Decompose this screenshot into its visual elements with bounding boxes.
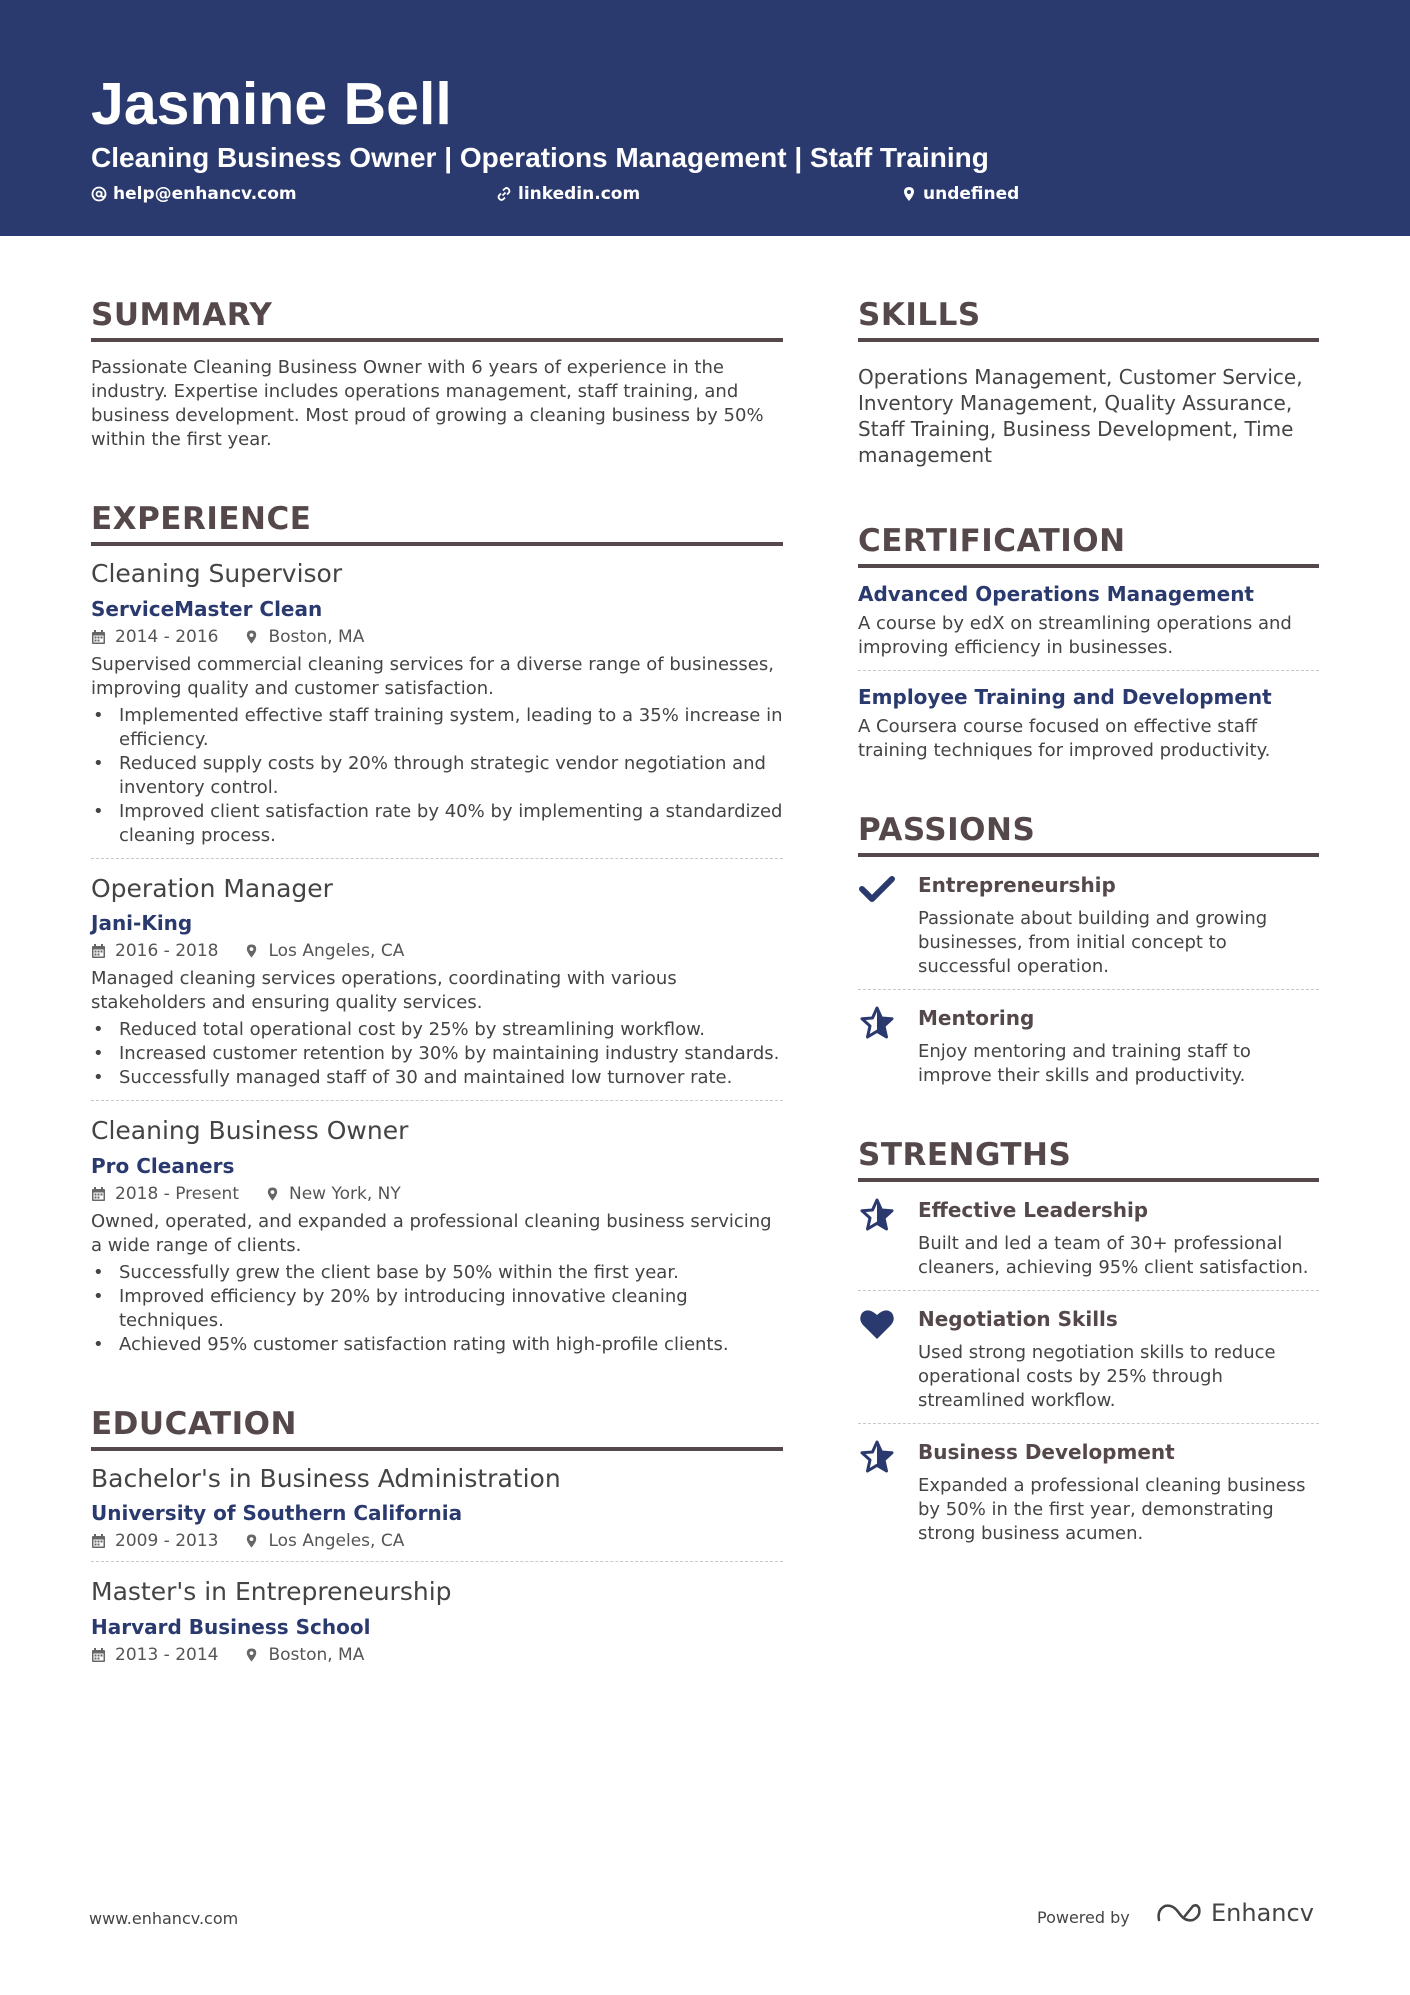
summary-title: SUMMARY — [91, 298, 783, 342]
skills-title: SKILLS — [858, 298, 1319, 342]
left-column — [91, 298, 783, 1665]
education-meta — [91, 1531, 783, 1551]
link-icon — [496, 186, 512, 202]
experience-company: Jani-King — [91, 911, 193, 936]
experience-item — [91, 558, 783, 859]
experience-item — [91, 1115, 783, 1357]
calendar-icon — [91, 943, 106, 959]
location-pin-icon — [244, 1533, 259, 1549]
certification-name: Advanced Operations Management — [858, 582, 1254, 607]
calendar-icon — [91, 1647, 106, 1663]
contact-location — [901, 184, 1019, 204]
certification-title: CERTIFICATION — [858, 524, 1319, 568]
passion-name: Mentoring — [918, 1006, 1035, 1031]
resume-header — [0, 0, 1410, 236]
experience-bullet: • Reduced supply costs by 20% through strategic vendor negotiation and inventory control. — [91, 752, 783, 800]
enhancv-logo-icon — [1155, 1898, 1205, 1928]
certification-description: A Coursera course focused on effective staff training techniques for improved productivity. — [858, 716, 1271, 762]
experience-bullet: • Improved efficiency by 20% by introducing innovative cleaning techniques. — [91, 1285, 783, 1333]
education-degree: Master's in Entrepreneurship — [91, 1577, 452, 1607]
experience-description: Managed cleaning services operations, coordinating with various stakeholders and ensuring quality services. — [91, 968, 677, 1014]
experience-dates: 2014 - 2016 — [115, 626, 219, 647]
education-degree: Bachelor's in Business Administration — [91, 1463, 561, 1493]
at-icon — [91, 186, 107, 202]
summary-text: Passionate Cleaning Business Owner with 6 years of experience in the industry. Expertise includes operations management, staff training, and business development. Most proud of growing a cleaning business by 50% within the first year. — [91, 357, 764, 451]
divider — [858, 1423, 1319, 1424]
passion-name: Entrepreneurship — [918, 873, 1116, 898]
education-location: Boston, MA — [268, 1644, 365, 1665]
experience-title: EXPERIENCE — [91, 502, 783, 546]
education-location: Los Angeles, CA — [268, 1531, 405, 1552]
star-icon — [858, 1198, 896, 1232]
candidate-headline: Cleaning Business Owner | Operations Management | Staff Training — [91, 142, 989, 173]
location-pin-icon — [901, 186, 917, 202]
divider — [858, 1290, 1319, 1291]
experience-bullet: • Successfully grew the client base by 50% within the first year. — [91, 1261, 783, 1285]
divider — [91, 1100, 783, 1101]
experience-description: Supervised commercial cleaning services for a diverse range of businesses, improving quality and customer satisfaction. — [91, 653, 774, 699]
experience-location: New York, NY — [289, 1183, 401, 1204]
divider — [91, 1561, 783, 1562]
education-school: University of Southern California — [91, 1501, 463, 1526]
passion-item — [858, 873, 1319, 979]
strength-name: Negotiation Skills — [918, 1307, 1118, 1332]
candidate-name: Jasmine Bell — [91, 71, 452, 137]
experience-bullet: • Achieved 95% customer satisfaction rating with high-profile clients. — [91, 1333, 783, 1357]
contact-linkedin-text: linkedin.com — [518, 184, 641, 204]
experience-description: Owned, operated, and expanded a professional cleaning business servicing a wide range of clients. — [91, 1210, 772, 1256]
experience-role: Operation Manager — [91, 873, 333, 903]
strengths-title: STRENGTHS — [858, 1138, 1319, 1182]
experience-role: Cleaning Business Owner — [91, 1116, 409, 1146]
strength-description: Built and led a team of 30+ professional cleaners, achieving 95% client satisfaction. — [918, 1233, 1309, 1279]
experience-location: Boston, MA — [268, 626, 365, 647]
experience-company: ServiceMaster Clean — [91, 596, 323, 621]
contact-email-text: help@enhancv.com — [113, 184, 297, 204]
experience-location: Los Angeles, CA — [268, 941, 405, 962]
location-pin-icon — [244, 1647, 259, 1663]
heart-icon — [858, 1307, 896, 1341]
education-school: Harvard Business School — [91, 1614, 371, 1639]
education-item — [91, 1463, 783, 1563]
experience-meta — [91, 1184, 783, 1204]
location-pin-icon — [265, 1186, 280, 1202]
experience-bullet: • Reduced total operational cost by 25% by streamlining workflow. — [91, 1018, 783, 1042]
location-pin-icon — [244, 943, 259, 959]
experience-dates: 2018 - Present — [115, 1183, 239, 1204]
enhancv-logo[interactable] — [1155, 1898, 1314, 1928]
certification-name: Employee Training and Development — [858, 685, 1272, 710]
star-icon — [858, 1006, 896, 1040]
experience-company: Pro Cleaners — [91, 1153, 235, 1178]
experience-bullets — [91, 704, 783, 848]
education-dates: 2013 - 2014 — [115, 1644, 219, 1665]
experience-bullet: • Improved client satisfaction rate by 40% by implementing a standardized cleaning process. — [91, 800, 783, 848]
certification-description: A course by edX on streamlining operations and improving efficiency in businesses. — [858, 613, 1292, 659]
education-title: EDUCATION — [91, 1407, 783, 1451]
passion-description: Enjoy mentoring and training staff to improve their skills and productivity. — [918, 1041, 1251, 1087]
calendar-icon — [91, 629, 106, 645]
right-column — [858, 298, 1319, 1546]
education-dates: 2009 - 2013 — [115, 1531, 219, 1552]
strength-description: Used strong negotiation skills to reduce operational costs by 25% through streamlined workflow. — [918, 1342, 1276, 1412]
experience-meta — [91, 941, 783, 961]
divider — [91, 858, 783, 859]
contact-location-text: undefined — [923, 184, 1020, 204]
experience-bullets — [91, 1261, 783, 1357]
skills-text: Operations Management, Customer Service, Inventory Management, Quality Assurance, Staff Training, Business Development, Time management — [858, 365, 1303, 468]
experience-meta — [91, 627, 783, 647]
strength-description: Expanded a professional cleaning business by 50% in the first year, demonstrating strong business acumen. — [918, 1475, 1306, 1545]
strength-item — [858, 1198, 1319, 1280]
experience-bullet: • Increased customer retention by 30% by maintaining industry standards. — [91, 1042, 783, 1066]
divider — [858, 670, 1319, 671]
calendar-icon — [91, 1533, 106, 1549]
location-pin-icon — [244, 629, 259, 645]
passion-description: Passionate about building and growing businesses, from initial concept to successful operation. — [918, 908, 1268, 978]
powered-by-label: Powered by — [1037, 1908, 1130, 1927]
certification-item — [858, 582, 1319, 671]
passion-item — [858, 1006, 1319, 1088]
passions-title: PASSIONS — [858, 813, 1319, 857]
divider — [858, 989, 1319, 990]
footer-url[interactable]: www.enhancv.com — [89, 1909, 239, 1928]
education-meta — [91, 1645, 783, 1665]
strength-item — [858, 1307, 1319, 1413]
strength-name: Business Development — [918, 1440, 1175, 1465]
experience-dates: 2016 - 2018 — [115, 941, 219, 962]
strength-item — [858, 1440, 1319, 1546]
contact-email[interactable] — [91, 184, 297, 204]
contact-linkedin[interactable] — [496, 184, 640, 204]
check-icon — [858, 873, 896, 907]
experience-bullet: • Implemented effective staff training system, leading to a 35% increase in efficiency. — [91, 704, 783, 752]
experience-bullets — [91, 1018, 783, 1090]
education-item — [91, 1576, 783, 1665]
experience-role: Cleaning Supervisor — [91, 559, 343, 589]
calendar-icon — [91, 1186, 106, 1202]
enhancv-brand-text: Enhancv — [1211, 1899, 1314, 1927]
experience-bullet: • Successfully managed staff of 30 and maintained low turnover rate. — [91, 1066, 783, 1090]
star-icon — [858, 1440, 896, 1474]
certification-item — [858, 685, 1319, 763]
strength-name: Effective Leadership — [918, 1198, 1149, 1223]
experience-item — [91, 873, 783, 1102]
